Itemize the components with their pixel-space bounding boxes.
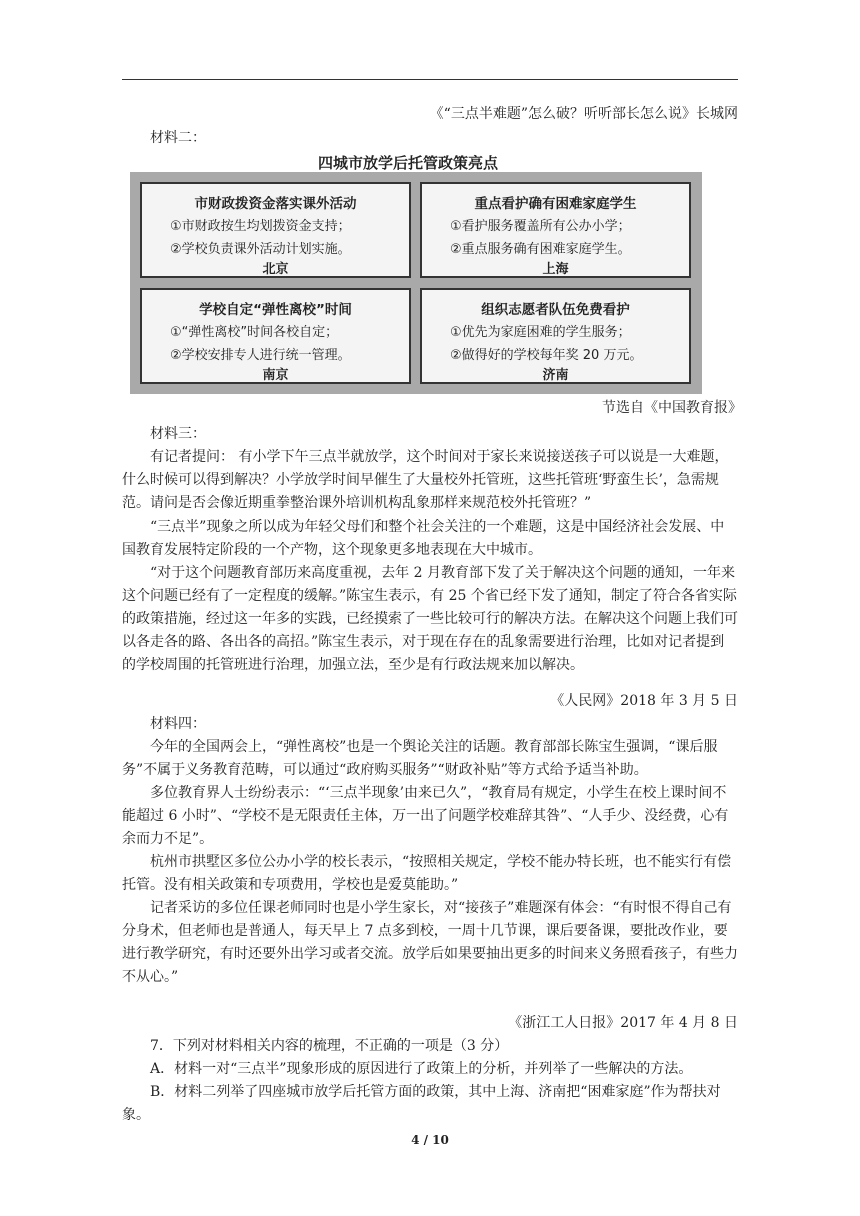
box-line: ①“弹性离校”时间各校自定；: [170, 325, 339, 340]
box-city: 上海: [542, 262, 569, 277]
box-line: ①市财政按生均划拨资金支持；: [170, 219, 351, 234]
material4-paragraph-2: 多位教育界人士纷纷表示：“‘三点半现象’由来已久”，“教育局有规定，小学生在校上课时间不能超过 6 小时”、“学校不是无限责任主体，万一出了问题学校难辞其咎”、“人手少、没经费，心有余而力不足”。: [122, 785, 729, 847]
box-line: ②做得好的学校每年奖 20 万元。: [450, 348, 643, 363]
option-a: A．材料一对“三点半”现象形成的原因进行了政策上的分析，并列举了一些解决的方法。: [150, 1061, 693, 1077]
box-city: 济南: [542, 368, 569, 383]
figure-source: 节选自《中国教育报》: [602, 400, 742, 416]
option-b: B．材料二列举了四座城市放学后托管方面的政策，其中上海、济南把“困难家庭”作为帮扶对象。: [122, 1084, 721, 1123]
box-line: ②学校安排专人进行统一管理。: [170, 348, 351, 363]
page-number: 4 / 10: [411, 1133, 449, 1147]
box-line: ①优先为家庭困难的学生服务；: [450, 325, 631, 340]
material2-label: 材料二：: [150, 130, 206, 146]
header-rule: [122, 79, 738, 80]
material4-label: 材料四：: [150, 716, 206, 732]
header-source: 《“三点半难题”怎么破？听听部长怎么说》长城网: [429, 106, 738, 122]
material3-label: 材料三：: [150, 426, 206, 442]
material3-paragraph-2: “三点半”现象之所以成为年轻父母们和整个社会关注的一个难题，这是中国经济社会发展、中国教育发展特定阶段的一个产物，这个现象更多地表现在大中城市。: [122, 519, 725, 558]
policy-box-beijing: [140, 182, 411, 278]
box-title: 学校自定“弹性离校”时间: [199, 302, 352, 318]
question-stem: 7．下列对材料相关内容的梳理，不正确的一项是（3 分）: [150, 1038, 509, 1054]
box-line: ②学校负责课外活动计划实施。: [170, 242, 351, 257]
material3-paragraph-1: 有记者提问： 有小学下午三点半就放学，这个时间对于家长来说接送孩子可以说是一大难题，什么时候可以得到解决？小学放学时间早催生了大量校外托管班，这些托管班‘野蛮生长’，急需规范。请问是否会像近期重拳整治课外培训机构乱象那样来规范校外托管班？”: [122, 449, 729, 511]
material4-source: 《浙江工人日报》2017 年 4 月 8 日: [508, 1015, 738, 1031]
material4-paragraph-1: 今年的全国两会上，“弹性离校”也是一个舆论关注的话题。教育部部长陈宝生强调，“课后服务”不属于义务教育范畴，可以通过“政府购买服务”“财政补贴”等方式给予适当补助。: [122, 739, 718, 778]
material4-paragraph-4: 记者采访的多位任课老师同时也是小学生家长，对“接孩子”难题深有体会：“有时恨不得自己有分身术，但老师也是普通人，每天早上 7 点多到校，一周十几节课，课后要备课，要批改作业，要进行教学研究，有时还要外出学习或者交流。放学后如果要抽出更多的时间来义务照看孩子，有些力不从心。”: [122, 900, 738, 985]
box-line: ②重点服务确有困难家庭学生。: [450, 242, 631, 257]
box-title: 重点看护确有困难家庭学生: [474, 196, 637, 212]
box-city: 北京: [262, 262, 289, 277]
policy-box-jinan: [420, 288, 691, 384]
policy-box-nanjing: [140, 288, 411, 384]
material4-paragraph-3: 杭州市拱墅区多位公办小学的校长表示，“按照相关规定，学校不能办特长班，也不能实行有偿托管。没有相关政策和专项费用，学校也是爱莫能助。”: [122, 854, 732, 893]
policy-box-shanghai: [420, 182, 691, 278]
box-line: ①看护服务覆盖所有公办小学；: [450, 219, 631, 234]
box-title: 组织志愿者队伍免费看护: [481, 302, 630, 318]
material3-source: 《人民网》2018 年 3 月 5 日: [550, 693, 738, 709]
box-title: 市财政拨资金落实课外活动: [194, 196, 357, 212]
material3-paragraph-3: “对于这个问题教育部历来高度重视，去年 2 月教育部下发了关于解决这个问题的通知，一年来这个问题已经有了一定程度的缓解。”陈宝生表示，有 25 个省已经下发了通知，制定了符合各省实际的政策措施，经过这一年多的实践，已经摸索了一些比较可行的解决方法。在解决这个问题上我们可以各走各的路、各出各的高招。”陈宝生表示，对于现在存在的乱象需要进行治理，比如对记者提到的学校周围的托管班进行治理，加强立法，至少是有行政法规来加以解决。: [122, 565, 738, 673]
policy-figure: [130, 172, 702, 394]
figure-title: 四城市放学后托管政策亮点: [318, 154, 499, 172]
box-city: 南京: [262, 368, 289, 383]
